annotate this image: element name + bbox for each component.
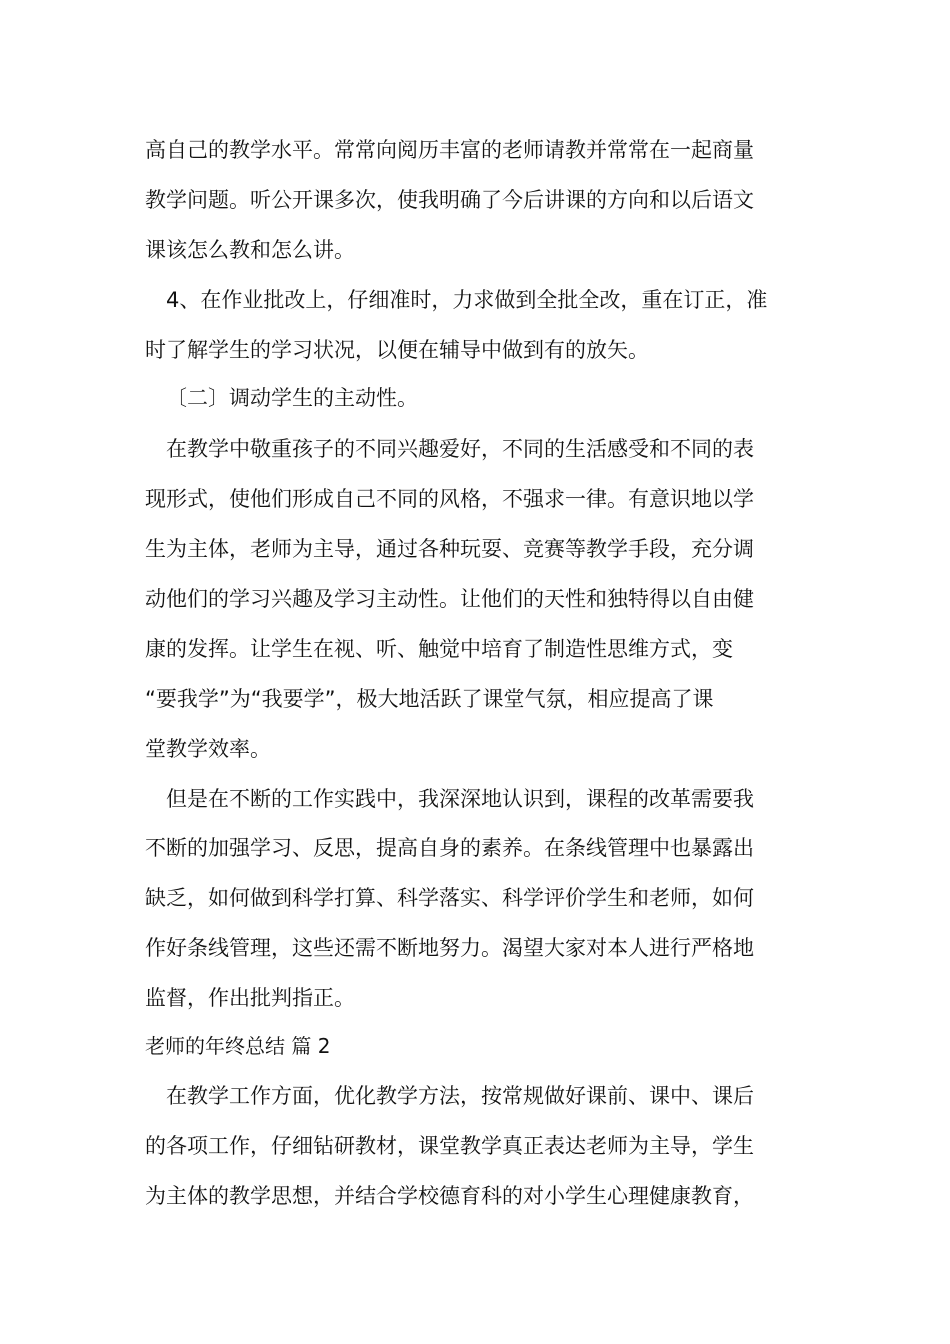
text-line: 在教学工作方面，优化教学方法，按常规做好课前、课中、课后 [166,1084,754,1108]
text-line: 在教学中敬重孩子的不同兴趣爱好，不同的生活感受和不同的表 [166,437,754,461]
text-line: 为主体的教学思想，并结合学校德育科的对小学生心理健康教育， [145,1184,754,1208]
text-line: 但是在不断的工作实践中，我深深地认识到，课程的改革需要我 [166,787,754,811]
text-line: 课该怎么教和怎么讲。 [145,238,355,262]
text-line: 不断的加强学习、反思，提高自身的素养。在条线管理中也暴露出 [145,836,754,860]
text-line: 康的发挥。让学生在视、听、触觉中培育了制造性思维方式，变 [145,637,733,661]
text-line: 教学问题。听公开课多次，使我明确了今后讲课的方向和以后语文 [145,188,754,212]
text-line: “要我学”为“我要学”，极大地活跃了课堂气氛，相应提高了课 [145,687,714,711]
text-line: 生为主体，老师为主导，通过各种玩耍、竞赛等教学手段，充分调 [145,537,754,561]
text-line: 现形式，使他们形成自己不同的风格，不强求一律。有意识地以学 [145,487,754,511]
text-line: 4、在作业批改上，仔细准时，力求做到全批全改，重在订正，准 [166,288,768,312]
text-line: 作好条线管理，这些还需不断地努力。渴望大家对本人进行严格地 [145,936,754,960]
text-line: 的各项工作，仔细钻研教材，课堂教学真正表达老师为主导，学生 [145,1134,754,1158]
section-heading: 〔二〕调动学生的主动性。 [166,386,418,410]
text-line: 缺乏，如何做到科学打算、科学落实、科学评价学生和老师，如何 [145,886,754,910]
text-line: 高自己的教学水平。常常向阅历丰富的老师请教并常常在一起商量 [145,138,754,162]
article-title: 老师的年终总结 篇 2 [145,1034,331,1058]
text-line: 堂教学效率。 [145,737,271,761]
text-line: 监督，作出批判指正。 [145,986,355,1010]
text-line: 时了解学生的学习状况，以便在辅导中做到有的放矢。 [145,338,649,362]
text-line: 动他们的学习兴趣及学习主动性。让他们的天性和独特得以自由健 [145,587,754,611]
